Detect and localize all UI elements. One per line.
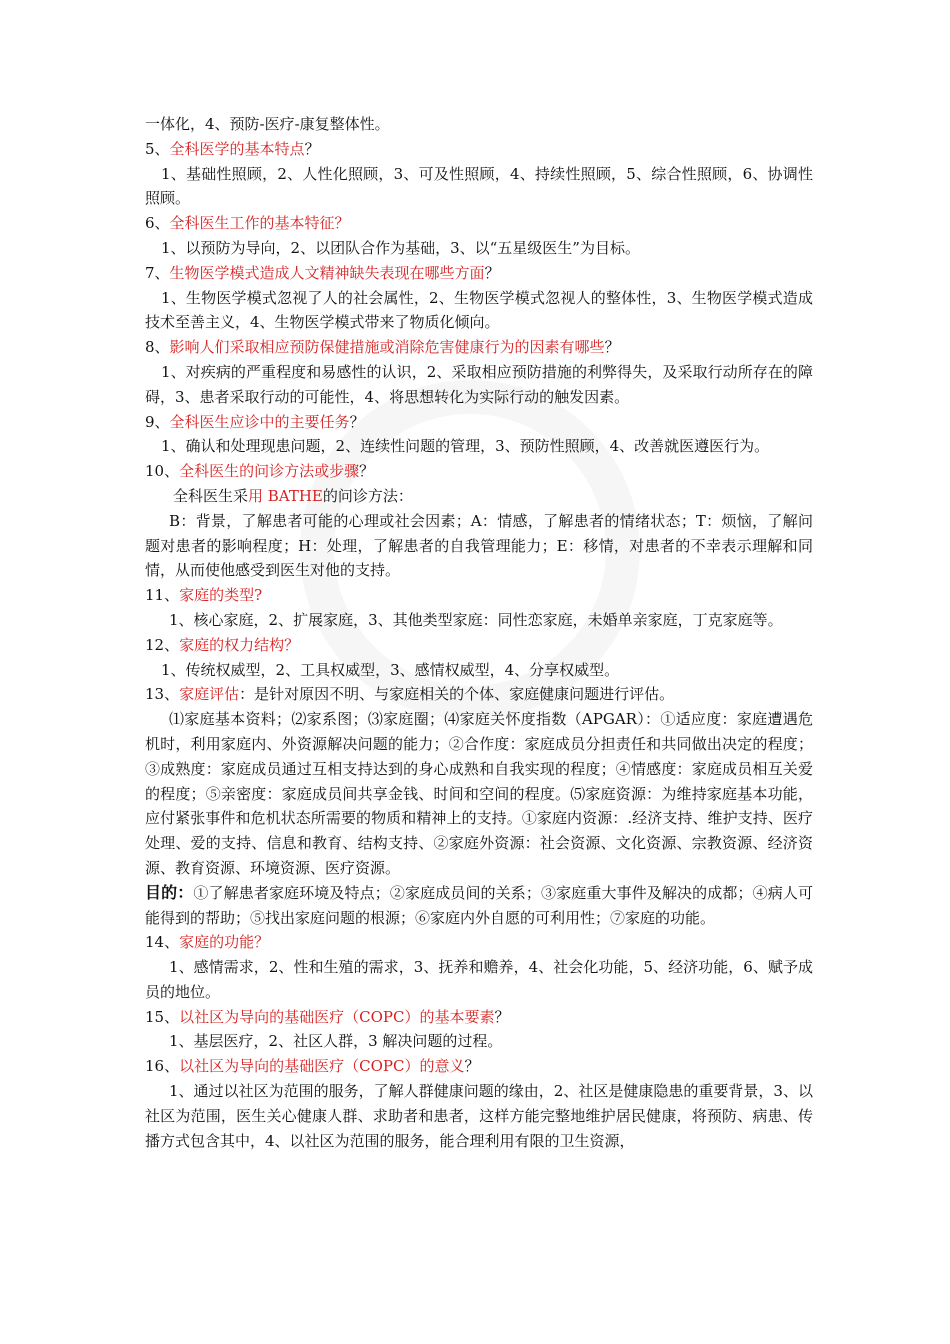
- answer-5: 1、基础性照顾，2、人性化照顾，3、可及性照顾，4、持续性照顾，5、综合性照顾，6、协调性照顾。: [145, 164, 813, 208]
- question-7-title: 生物医学模式造成人文精神缺失表现在哪些方面: [169, 263, 485, 282]
- answer-13: ⑴家庭基本资料；⑵家系图；⑶家庭圈；⑷家庭关怀度指数（APGAR）：①适应度：家庭遭遇危机时，利用家庭内、外资源解决问题的能力；②合作度：家庭成员分担责任和共同做出决定的程度；③成熟度：家庭成员通过互相支持达到的身心成熟和自我实现的程度；④情感度：家庭成员相互关爱的程度；⑤亲密度：家庭成员间共享金钱、时间和空间的程度。⑸家庭资源：为维持家庭基本功能，应付紧张事件和危机状态所需要的物质和精神上的支持。①家庭内资源：.经济支持、维护支持、医疗处理、爱的支持、信息和教育、结构支持、②家庭外资源：社会资源、文化资源、宗教资源、经济资源、教育资源、环境资源、医疗资源。: [145, 710, 813, 877]
- question-9: 9、全科医生应诊中的主要任务？: [145, 412, 365, 431]
- answer-12: 1、传统权威型，2、工具权威型，3、感情权威型，4、分享权威型。: [161, 660, 620, 679]
- question-16: 16、以社区为导向的基础医疗（COPC）的意义？: [145, 1057, 480, 1076]
- question-16-title: 以社区为导向的基础医疗（COPC）的意义: [179, 1057, 465, 1076]
- question-7: 7、生物医学模式造成人文精神缺失表现在哪些方面？: [145, 263, 500, 282]
- answer-11: 1、核心家庭，2、扩展家庭，3、其他类型家庭：同性恋家庭，未婚单亲家庭，丁克家庭等。: [169, 610, 783, 629]
- question-15: 15、以社区为导向的基础医疗（COPC）的基本要素？: [145, 1007, 510, 1026]
- answer-16: 1、通过以社区为范围的服务，了解人群健康问题的缘由，2、社区是健康隐患的重要背景，3、以社区为范围，医生关心健康人群、求助者和患者，这样方能完整地维护居民健康，将预防、病患、传播方式包含其中，4、以社区为范围的服务，能合理利用有限的卫生资源，: [145, 1082, 813, 1150]
- question-8-title: 影响人们采取相应预防保健措施或消除危害健康行为的因素有哪些: [169, 338, 605, 357]
- answer-10: B：背景，了解患者可能的心理或社会因素；A：情感，了解患者的情绪状态；T：烦恼，了解问题对患者的影响程度；H：处理，了解患者的自我管理能力；E：移情，对患者的不幸表示理解和同情，从而使他感受到医生对他的支持。: [145, 511, 813, 580]
- purpose-paragraph: 目的：①了解患者家庭环境及特点；②家庭成员间的关系；③家庭重大事件及解决的成都；④病人可能得到的帮助；⑤找出家庭问题的根源；⑥家庭内外自愿的可利用性；⑦家庭的功能。: [145, 882, 813, 927]
- answer-6: 1、以预防为导向，2、以团队合作为基础，3、以“五星级医生”为目标。: [161, 238, 640, 257]
- question-12-title: 家庭的权力结构？: [179, 635, 300, 654]
- question-15-title: 以社区为导向的基础医疗（COPC）的基本要素: [179, 1007, 495, 1026]
- question-10: 10、全科医生的问诊方法或步骤？: [145, 462, 375, 481]
- question-8: 8、影响人们采取相应预防保健措施或消除危害健康行为的因素有哪些？: [145, 338, 620, 357]
- purpose-label: 目的：: [145, 882, 194, 902]
- question-9-title: 全科医生应诊中的主要任务: [169, 412, 350, 431]
- question-10-title: 全科医生的问诊方法或步骤: [179, 462, 360, 481]
- answer-14: 1、感情需求，2、性和生殖的需求，3、抚养和赡养，4、社会化功能，5、经济功能，6、赋予成员的地位。: [145, 958, 813, 1001]
- answer-10-intro: 全科医生采用 BATHE的问诊方法：: [173, 486, 413, 505]
- answer-9: 1、确认和处理现患问题，2、连续性问题的管理，3、预防性照顾，4、改善就医遵医行为。: [161, 437, 770, 456]
- question-12: 12、家庭的权力结构？: [145, 635, 300, 654]
- question-11-title: 家庭的类型: [179, 586, 255, 605]
- answer-8: 1、对疾病的严重程度和易感性的认识，2、采取相应预防措施的利弊得失，及采取行动所存在的障碍，3、患者采取行动的可能性，4、将思想转化为实际行动的触发因素。: [145, 362, 813, 406]
- question-5: 5、全科医学的基本特点？: [145, 139, 320, 158]
- question-13-title: 家庭评估: [179, 685, 240, 704]
- question-14-title: 家庭的功能？: [179, 933, 270, 952]
- answer-7: 1、生物医学模式忽视了人的社会属性，2、生物医学模式忽视人的整体性，3、生物医学模式造成技术至善主义，4、生物医学模式带来了物质化倾向。: [145, 288, 813, 332]
- question-5-title: 全科医学的基本特点: [169, 139, 305, 158]
- document-page: [145, 112, 813, 1153]
- answer-15: 1、基层医疗，2、社区人群，3 解决问题的过程。: [169, 1032, 503, 1051]
- continued-line: 一体化，4、预防-医疗-康复整体性。: [145, 115, 390, 133]
- question-6-title: 全科医生工作的基本特征？: [169, 214, 350, 233]
- question-14: 14、家庭的功能？: [145, 933, 270, 952]
- question-11: 11、家庭的类型?: [145, 586, 263, 605]
- question-6: 6、全科医生工作的基本特征？: [145, 214, 350, 233]
- question-13: 13、家庭评估：是针对原因不明、与家庭相关的个体、家庭健康问题进行评估。: [145, 685, 675, 704]
